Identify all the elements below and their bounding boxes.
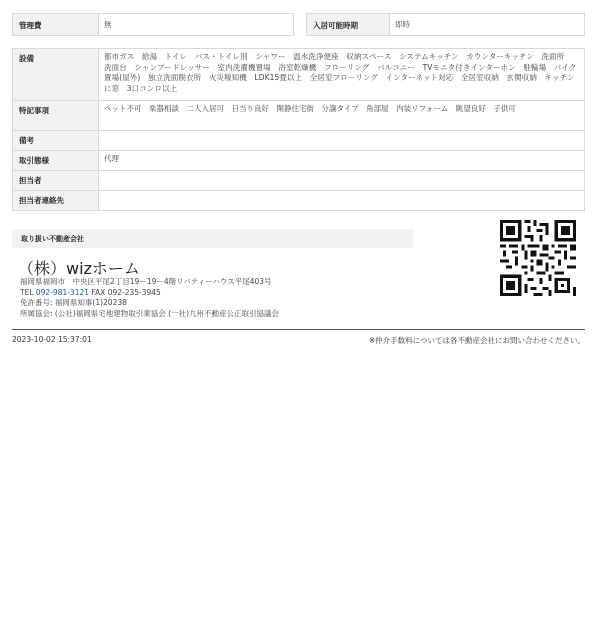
staff-contact-value	[99, 191, 585, 211]
notes-value: ペット不可 楽器相談 二人入居可 日当り良好 閑静住宅街 分譲タイプ 角部屋 内装リフォーム 眺望良好 子供可	[99, 101, 585, 131]
management-fee-value: 無	[99, 14, 294, 36]
company-name: （株）wizホーム	[18, 259, 140, 278]
remarks-label: 備考	[13, 131, 99, 151]
tel-label: TEL	[20, 287, 34, 297]
staff-label: 担当者	[13, 171, 99, 191]
equipment-label: 設備	[13, 49, 99, 101]
timestamp: 2023-10-02 15:37:01	[12, 335, 92, 344]
qr-code	[500, 220, 576, 296]
transaction-value: 代理	[99, 151, 585, 171]
details-table	[12, 48, 585, 211]
company-association: 所属協会: (公社)福岡県宅地建物取引業協会 (一社)九州不動産公正取引協議会	[20, 308, 279, 318]
divider	[12, 329, 585, 330]
summary-table	[12, 13, 585, 36]
staff-value	[99, 171, 585, 191]
fax-text: FAX 092-235-3945	[91, 287, 161, 297]
equipment-value: 都市ガス 給湯 トイレ バス・トイレ別 シャワー 温水洗浄便座 収納スペース システムキッチン カウンターキッチン 洗面所 洗面台 シャンプードレッサー 室内洗濯機置場 浴室乾燥機 フローリング バルコニー TVモニタ付きインターホン 駐輪場 バイク置場(屋外) 独立洗面脱衣所 火災報知機 LDK15畳以上 全居室フローリング インターネット対応 全居室収納 玄関収納 キッチンに窓 3口コンロ以上	[99, 49, 585, 101]
company-section-title: 取り扱い不動産会社	[12, 229, 413, 248]
move-in-label: 入居可能時期	[307, 14, 390, 36]
fee-note: ※仲介手数料については各不動産会社にお問い合わせください。	[368, 336, 585, 345]
summary-gap	[294, 14, 307, 36]
notes-label: 特記事項	[13, 101, 99, 131]
management-fee-label: 管理費	[13, 14, 99, 36]
company-phone-line	[20, 288, 279, 299]
company-info	[20, 277, 279, 319]
tel-link[interactable]: 092-981-3121	[35, 287, 90, 297]
remarks-value	[99, 131, 585, 151]
staff-contact-label: 担当者連絡先	[13, 191, 99, 211]
move-in-value: 即時	[390, 14, 585, 36]
company-address: 福岡県福岡市 中央区平尾2丁目19ー19ー4階リバティーハウス平尾403号	[20, 277, 272, 286]
company-license: 免許番号: 福岡県知事(1)20238	[20, 298, 127, 307]
transaction-label: 取引態様	[13, 151, 99, 171]
